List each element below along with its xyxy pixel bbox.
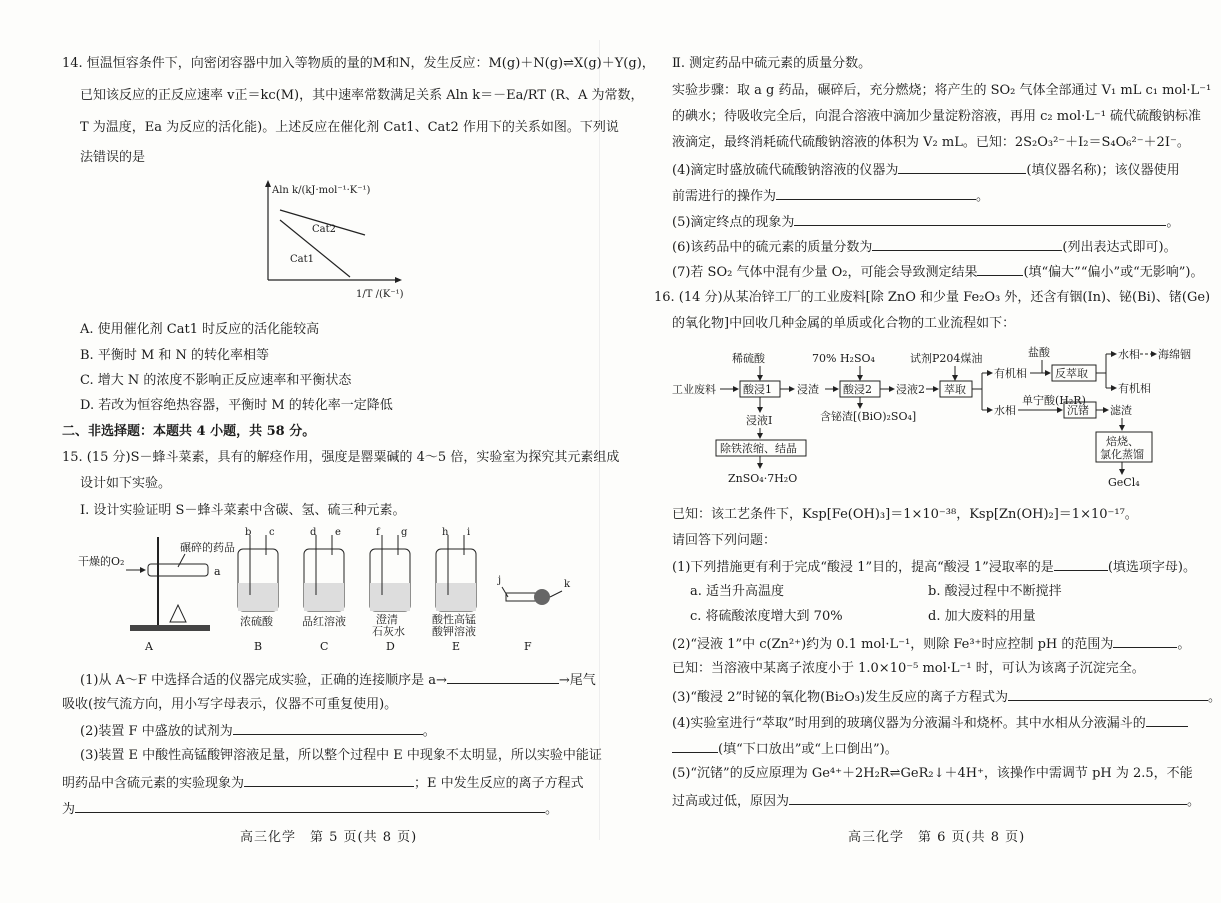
q4-line-b	[672, 187, 989, 205]
drug-pointer	[178, 554, 185, 567]
q15-3-line-b	[62, 774, 584, 792]
flow-extract: 萃取	[944, 383, 966, 396]
liquid-b	[238, 583, 278, 611]
flow-raw: 工业废料	[672, 383, 716, 396]
q15-line2: 设计如下实验。	[80, 476, 172, 491]
q14-line3: T 为温度，Ea 为反应的活化能)。上述反应在催化剂 Cat1、Cat2 作用下的关系如图。下列说	[80, 120, 619, 135]
q15-3-blank-1[interactable]	[244, 774, 414, 787]
q16-5-text-b: 过高或过低，原因为	[672, 794, 790, 809]
q5-end: 。	[1166, 215, 1180, 230]
flow-liquor1: 浸液Ⅰ	[746, 414, 773, 427]
q16-4-text-b: (填“下口放出”或“上口倒出”)。	[718, 742, 898, 757]
flow-water2: 水相	[994, 404, 1016, 417]
q15-2-line	[80, 722, 436, 740]
q15-3-line-a: (3)装置 E 中酸性高锰酸钾溶液足量，所以整个过程中 E 中现象不太明显，所以实验中能证	[80, 748, 602, 763]
stand-base	[130, 625, 210, 631]
q16-1-text: (1)下列措施更有利于完成“酸浸 1”目的，提高“酸浸 1”浸取率的是	[672, 560, 1054, 575]
q6-line	[672, 238, 1177, 256]
q16-4-blank-a[interactable]	[1146, 714, 1188, 727]
q16-3-end: 。	[1208, 690, 1221, 705]
drying-tube	[506, 593, 536, 601]
section2-title: 二、非选择题：本题共 4 小题，共 58 分。	[62, 424, 316, 439]
liquid-d	[370, 583, 410, 611]
q15-1-blank[interactable]	[447, 671, 559, 684]
q16-line1: 16. (14 分)从某冶锌工厂的工业废料[除 ZnO 和少量 Fe₂O₃ 外，还含有铟(In)、铋(Bi)、锗(Ge)	[654, 290, 1211, 305]
flow-acid1: 稀硫酸	[732, 352, 765, 365]
o2-arrowhead	[140, 567, 146, 573]
right-footer: 高三化学 第 6 页(共 8 页)	[848, 830, 1026, 845]
q14-option-d: D. 若改为恒容绝热容器，平衡时 M 的转化率一定降低	[80, 398, 393, 413]
letter-a: A	[145, 640, 153, 653]
q15-3-line-c	[62, 800, 558, 818]
q16-1-opt-b: b. 酸浸过程中不断搅拌	[928, 584, 1062, 599]
q15-1-end: →尾气	[558, 673, 596, 688]
q6-text: (6)该药品中的硫元素的质量分数为	[672, 240, 873, 255]
letter-d: D	[386, 640, 395, 653]
letter-c: C	[320, 640, 329, 653]
graph-xlabel: 1/T /(K⁻¹)	[356, 289, 404, 300]
known1: 已知：该工艺条件下，Ksp[Fe(OH)₃]＝1×10⁻³⁸，Ksp[Zn(OH)₂]＝1×10⁻¹⁷。	[672, 507, 1138, 522]
q7-line	[672, 263, 1204, 281]
flow-liquor2: 浸液2	[896, 383, 925, 396]
steps-line1: 实验步骤：取 a g 药品，碾碎后，充分燃烧；将产生的 SO₂ 气体全部通过 V₁ mL c₁ mol·L⁻¹	[672, 83, 1212, 98]
flow-calc2: 氯化蒸馏	[1100, 448, 1144, 461]
process-flowchart	[670, 340, 1190, 490]
broken-drug-label: 碾碎的药品	[180, 541, 235, 554]
port-b: b	[245, 527, 252, 538]
q15-2-end: 。	[422, 724, 436, 739]
q16-5-line-a: (5)“沉锗”的反应原理为 Ge⁴⁺＋2H₂R⇌GeR₂↓＋4H⁺，该操作中需调节 pH 为 2.5，不能	[672, 766, 1193, 781]
tube-f-left	[502, 587, 508, 597]
port-j: j	[498, 575, 502, 586]
q16-2-text: (2)“浸液 1”中 c(Zn²⁺)约为 0.1 mol·L⁻¹，则除 Fe³⁺时应控制 pH 的范围为	[672, 637, 1114, 652]
page-divider	[599, 40, 600, 840]
label-b: 浓硫酸	[240, 615, 273, 628]
q16-2-end: 。	[1177, 637, 1191, 652]
flow-organic1: 有机相	[994, 367, 1027, 380]
graph-ylabel: Aln k/(kJ·mol⁻¹·K⁻¹)	[272, 185, 371, 196]
q4-line-a	[672, 161, 1180, 179]
port-d: d	[310, 527, 317, 538]
flow-calc1: 焙烧、	[1106, 435, 1139, 448]
q16-1-opt-d: d. 加大废料的用量	[928, 609, 1036, 624]
known2: 已知：当溶液中某离子浓度小于 1.0×10⁻⁵ mol·L⁻¹ 时，可认为该离子沉淀完全。	[672, 661, 1145, 676]
q4-blank-2[interactable]	[776, 187, 976, 200]
liquid-c	[304, 583, 344, 611]
q14-line2: 已知该反应的正反应速率 v正＝kc(M)，其中速率常数满足关系 Aln k＝－Ea/RT (R、A 为常数，	[80, 88, 644, 103]
label-e-1: 酸性高锰	[432, 613, 476, 626]
liquid-e	[436, 583, 476, 611]
flow-leach1: 酸浸1	[743, 383, 772, 396]
q16-4-blank-b[interactable]	[672, 740, 718, 753]
q15-1-text: (1)从 A～F 中选择合适的仪器完成实验，正确的连接顺序是 a→	[80, 673, 447, 688]
q16-1-opt-a: a. 适当升高温度	[690, 584, 785, 599]
q15-3-text-b: 明药品中含硫元素的实验现象为	[62, 776, 245, 791]
port-h: h	[442, 527, 449, 538]
part2-title: Ⅱ. 测定药品中硫元素的质量分数。	[672, 56, 872, 71]
q15-3-text-c: 为	[62, 802, 76, 817]
q6-end: (列出表达式即可)。	[1062, 240, 1177, 255]
q16-3-blank[interactable]	[1008, 688, 1208, 701]
answer-intro: 请回答下列问题：	[672, 533, 777, 548]
q4-text: (4)滴定时盛放硫代硫酸钠溶液的仪器为	[672, 163, 899, 178]
flow-back-extract: 反萃取	[1055, 367, 1088, 380]
flow-sponge: 海绵铟	[1158, 348, 1191, 361]
q16-1-end: (填选项字母)。	[1107, 560, 1196, 575]
q16-4-text-a: (4)实验室进行“萃取”时用到的玻璃仪器为分液漏斗和烧杯。其中水相从分液漏斗的	[672, 716, 1146, 731]
q4-end: (填仪器名称)；该仪器使用	[1026, 163, 1180, 178]
right-page	[610, 0, 1221, 903]
q4-blank-1[interactable]	[898, 161, 1026, 174]
flow-water1: 水相	[1118, 348, 1140, 361]
letter-e: E	[452, 640, 461, 653]
q15-1-line-a	[80, 671, 596, 689]
q15-3-blank-2[interactable]	[75, 800, 545, 813]
q14-option-a: A. 使用催化剂 Cat1 时反应的活化能较高	[80, 322, 320, 337]
label-e-2: 酸钾溶液	[432, 625, 476, 638]
q4b-end: 。	[976, 189, 990, 204]
drying-bulb	[534, 589, 550, 605]
port-f: f	[376, 527, 380, 538]
q14-option-c: C. 增大 N 的浓度不影响正反应速率和平衡状态	[80, 373, 352, 388]
flow-bi-residue: 含铋渣[(BiO)₂SO₄]	[820, 410, 917, 423]
port-c: c	[269, 527, 275, 538]
cat2-label: Cat2	[312, 224, 336, 235]
catalyst-graph	[250, 175, 420, 305]
q16-5-end: 。	[1187, 794, 1201, 809]
label-d-2: 石灰水	[372, 625, 405, 638]
left-footer: 高三化学 第 5 页(共 8 页)	[240, 830, 418, 845]
burner	[170, 605, 186, 622]
flow-precip: 沉锗	[1067, 404, 1089, 417]
label-c: 品红溶液	[302, 615, 346, 628]
x-axis-arrow	[395, 277, 402, 283]
port-k: k	[564, 579, 571, 590]
q16-2-line	[672, 635, 1190, 653]
q14-option-b: B. 平衡时 M 和 N 的转化率相等	[80, 348, 270, 363]
q14-line4: 法错误的是	[80, 150, 146, 165]
flow-extractant: 试剂P204煤油	[910, 352, 983, 365]
q16-5-blank[interactable]	[789, 792, 1187, 805]
flow-residue: 浸渣	[797, 383, 819, 396]
flow-hcl: 盐酸	[1028, 346, 1050, 359]
q15-1-line-b: 吸收(按气流方向，用小写字母表示，仪器不可重复使用)。	[62, 697, 398, 712]
q15-line1: 15. (15 分)S－蜂斗菜素，具有的解痉作用，强度是罂粟碱的 4～5 倍，实验室为探究其元素组成	[62, 450, 620, 465]
q16-4-line-a	[672, 714, 1188, 732]
q15-2-blank[interactable]	[233, 722, 423, 735]
flow-znso4: ZnSO₄·7H₂O	[728, 472, 798, 485]
label-d-1: 澄清	[376, 613, 398, 626]
q16-1-line	[672, 558, 1196, 576]
q7-end: (填“偏大”“偏小”或“无影响”)。	[1023, 265, 1204, 280]
steps-line3: 液滴定，最终消耗硫代硫酸钠溶液的体积为 V₂ mL。已知：2S₂O₃²⁻＋I₂＝S₄O₆²⁻＋2I⁻。	[672, 135, 1190, 150]
apparatus-figure	[70, 525, 580, 655]
dry-o2-label: 干燥的O₂	[78, 555, 125, 568]
q16-4-line-b	[672, 740, 898, 758]
q4b-text: 前需进行的操作为	[672, 189, 777, 204]
port-g: g	[401, 527, 408, 538]
q15-3-end: 。	[545, 802, 559, 817]
flow-fe-remove: 除铁浓缩、结晶	[720, 442, 797, 455]
flow-leach2: 酸浸2	[843, 383, 872, 396]
y-axis-arrow	[265, 180, 271, 187]
q6-blank[interactable]	[872, 238, 1062, 251]
q16-1-opt-c: c. 将硫酸浓度增大到 70%	[690, 609, 843, 624]
flow-gecl4: GeCl₄	[1108, 476, 1140, 489]
q15-part1-title: Ⅰ. 设计实验证明 S－蜂斗菜素中含碳、氢、硫三种元素。	[80, 503, 406, 518]
q16-3-text: (3)“酸浸 2”时铋的氧化物(Bi₂O₃)发生反应的离子方程式为	[672, 690, 1009, 705]
q16-5-line-b	[672, 792, 1200, 810]
q16-line2: 的氧化物]中回收几种金属的单质或化合物的工业流程如下：	[672, 316, 1016, 331]
letter-f: F	[524, 640, 532, 653]
q5-text: (5)滴定终点的现象为	[672, 215, 795, 230]
port-i: i	[467, 527, 471, 538]
q15-2-text: (2)装置 F 中盛放的试剂为	[80, 724, 233, 739]
flow-acid2: 70% H₂SO₄	[812, 352, 875, 365]
q5-line	[672, 213, 1179, 231]
flow-filter-residue: 滤渣	[1110, 404, 1132, 417]
letter-b: B	[254, 640, 263, 653]
q16-3-line	[672, 688, 1221, 706]
port-e: e	[335, 527, 341, 538]
flow-organic2: 有机相	[1118, 382, 1151, 395]
cat1-label: Cat1	[290, 254, 314, 265]
port-a: a	[214, 565, 221, 578]
q16-2-blank[interactable]	[1113, 635, 1177, 648]
q15-3-text-mid: ；E 中发生反应的离子方程式	[414, 776, 584, 791]
flow-tannin: 单宁酸(H₂R)	[1022, 394, 1086, 407]
q14-line1: 14. 恒温恒容条件下，向密闭容器中加入等物质的量的M和N，发生反应：M(g)＋N(g)⇌X(g)＋Y(g)，	[62, 56, 655, 71]
tube-f-right	[550, 591, 562, 597]
q7-blank[interactable]	[977, 263, 1023, 276]
steps-line2: 的碘水；待吸收完全后，向混合溶液中滴加少量淀粉溶液，再用 c₂ mol·L⁻¹ 硫代硫酸钠标准	[672, 109, 1202, 124]
q16-1-blank[interactable]	[1054, 558, 1108, 571]
q7-text: (7)若 SO₂ 气体中混有少量 O₂，可能会导致测定结果	[672, 265, 978, 280]
q5-blank[interactable]	[794, 213, 1166, 226]
